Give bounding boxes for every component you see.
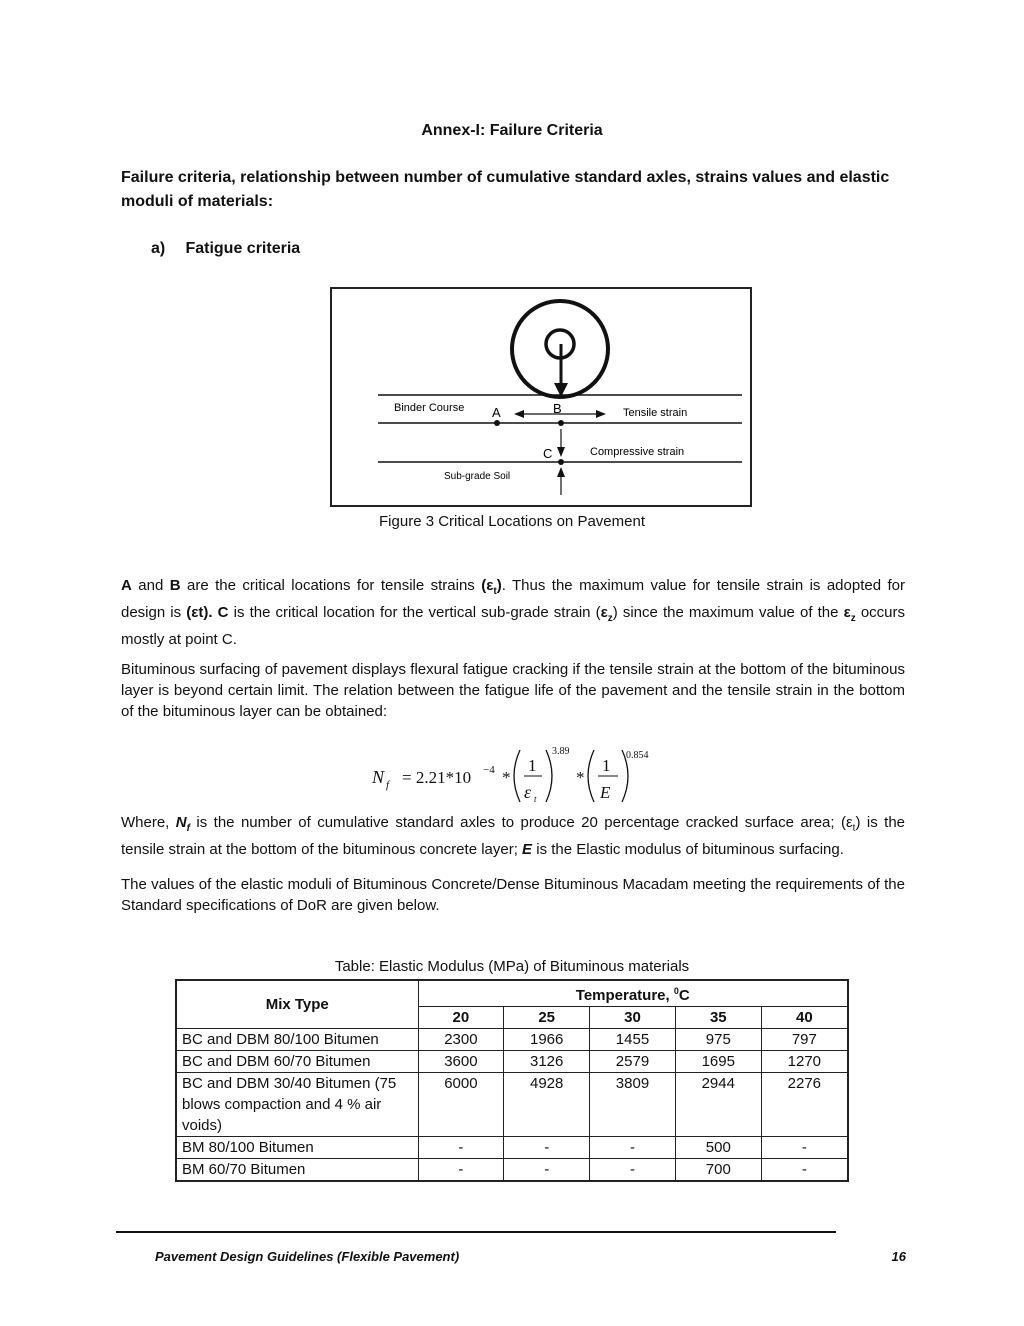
mix-type-cell: BM 80/100 Bitumen [176,1137,418,1159]
formula-coefficient: = 2.21*10 [402,768,472,787]
formula-modulus-e: E [600,783,611,802]
modulus-cell: 3600 [418,1051,504,1073]
modulus-cell: - [761,1159,848,1182]
figure-caption: Figure 3 Critical Locations on Pavement [379,513,645,530]
table-row [176,1159,848,1182]
temperature-column-header: 35 [675,1007,761,1029]
annex-title: Annex-I: Failure Criteria [421,122,603,139]
mix-type-cell: BM 60/70 Bitumen [176,1159,418,1182]
tensile-arrow-left-head [514,410,524,418]
table-row [176,1073,848,1137]
formula-nf-sub: f [386,779,390,791]
table-row [176,1029,848,1051]
formula-explanation-paragraph: Where, $N_f$ is the number of cumulative standard axles to produce 20 percentage cracked surface area; $(\varepsilon_t)$ is the tensile strain at the bottom of the bituminous concrete layer; E is the Elastic modulus of bituminous surfacing. [121,814,906,858]
modulus-cell: 1455 [590,1029,676,1051]
temperature-column-header: 25 [504,1007,590,1029]
formula-exponent-2: 0.854 [626,750,649,761]
page-number: 16 [891,1249,906,1264]
modulus-cell: 2944 [675,1073,761,1137]
formula-nf: N [372,767,385,787]
modulus-cell: 3126 [504,1051,590,1073]
modulus-cell: 1966 [504,1029,590,1051]
section-heading [151,240,300,258]
modulus-cell: 797 [761,1029,848,1051]
formula-numerator-2: 1 [602,756,611,775]
point-b-label: B [553,401,562,416]
formula-epsilon: ε [524,782,532,802]
fatigue-formula [360,742,680,810]
formula-exponent-1: 3.89 [552,746,570,757]
intro-paragraph: Failure criteria, relationship between number of cumulative standard axles, strains values and elastic moduli of materials: [121,169,890,210]
point-b-ref: B [169,577,181,594]
table-row [176,1051,848,1073]
temperature-header: Temperature, $^0$C [418,980,848,1007]
modulus-cell: 6000 [418,1073,504,1137]
modulus-cell: - [590,1159,676,1182]
formula-bracket-left-1 [514,750,520,802]
pavement-diagram [332,289,754,509]
mix-type-cell: BC and DBM 60/70 Bitumen [176,1051,418,1073]
formula-bracket-right-1 [546,750,552,802]
formula-times-2: * [576,768,585,787]
formula-times-1: * [502,768,511,787]
formula-numerator-1: 1 [528,756,537,775]
compressive-strain-label: Compressive strain [590,446,685,458]
section-label: a) [151,240,166,257]
formula-bracket-left-2 [588,750,594,802]
modulus-cell: 1270 [761,1051,848,1073]
modulus-cell: 700 [675,1159,761,1182]
point-b-dot [558,420,564,426]
point-c-ref: C [217,604,229,621]
elastic-modulus-table [175,979,849,1182]
table-row [176,1137,848,1159]
formula-epsilon-sub: t [534,794,537,804]
point-a-dot [494,420,500,426]
footer-title: Pavement Design Guidelines (Flexible Pavement) [155,1249,460,1264]
modulus-cell: 4928 [504,1073,590,1137]
critical-locations-paragraph: A and B are the critical locations for tensile strains $(\varepsilon_t)$. Thus the maximum value for tensile strain is adopted for design is (εt). C is the critical location for the vertical sub-grade strain $(\varepsilon_z)$ since the maximum value of the $\varepsilon_z$ occurs mostly at point C. [121,577,906,648]
binder-course-label: Binder Course [394,402,465,414]
formula-coef-exponent: −4 [483,764,495,776]
mix-type-cell: BC and DBM 80/100 Bitumen [176,1029,418,1051]
compressive-arrow-down-head [557,447,565,457]
fatigue-paragraph: Bituminous surfacing of pavement displays flexural fatigue cracking if the tensile strain at the bottom of the bituminous layer is beyond certain limit. The relation between the fatigue life of the pavement and the tensile strain in the bottom of the bituminous layer can be obtained: [121,661,905,720]
tensile-arrow-right-head [596,410,606,418]
footer-rule [116,1231,836,1233]
modulus-cell: 500 [675,1137,761,1159]
temperature-column-header: 40 [761,1007,848,1029]
modulus-cell: 3809 [590,1073,676,1137]
table-body [176,1029,848,1182]
mix-type-header: Mix Type [176,980,418,1029]
modulus-cell: - [504,1137,590,1159]
modulus-cell: - [418,1159,504,1182]
modulus-cell: 975 [675,1029,761,1051]
table-caption: Table: Elastic Modulus (MPa) of Bituminous materials [334,958,690,975]
pavement-figure [330,287,752,507]
modulus-cell: - [418,1137,504,1159]
modulus-cell: 2579 [590,1051,676,1073]
modulus-cell: - [504,1159,590,1182]
point-a-ref: A [121,577,132,594]
point-c-dot [558,459,564,465]
tensile-strain-label: Tensile strain [623,407,688,419]
modulus-cell: - [590,1137,676,1159]
modulus-cell: 2276 [761,1073,848,1137]
point-a-label: A [492,405,501,420]
temperature-column-header: 30 [590,1007,676,1029]
compressive-arrow-up-head [557,467,565,477]
section-title: Fatigue criteria [185,240,301,257]
moduli-intro-paragraph: The values of the elastic moduli of Bituminous Concrete/Dense Bituminous Macadam meeting the requirements of the Standard specifications of DoR are given below. [121,876,905,914]
modulus-cell: - [761,1137,848,1159]
temperature-column-header: 20 [418,1007,504,1029]
modulus-cell: 2300 [418,1029,504,1051]
point-c-label: C [543,446,553,461]
subgrade-soil-label: Sub-grade Soil [444,471,511,482]
modulus-cell: 1695 [675,1051,761,1073]
mix-type-cell: BC and DBM 30/40 Bitumen (75 blows compaction and 4 % air voids) [176,1073,418,1137]
